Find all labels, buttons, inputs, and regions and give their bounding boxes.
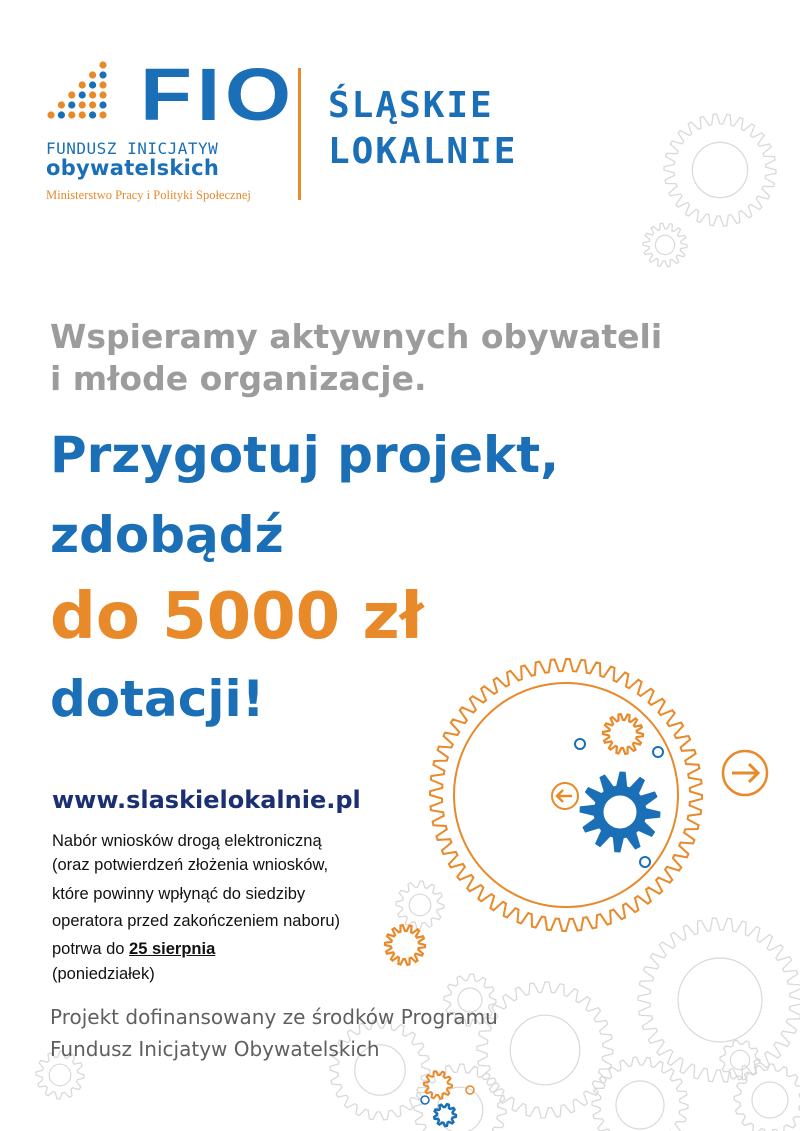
info-line5 bbox=[52, 941, 215, 958]
fio-logo-wordmark: FIO bbox=[140, 53, 296, 136]
headline-line4: dotacji! bbox=[50, 670, 265, 728]
gear-illustration-icon bbox=[400, 640, 780, 940]
info-line6: (poniedziałek) bbox=[52, 965, 155, 983]
headline-line2: zdobądź bbox=[50, 506, 284, 564]
headline-amount: do 5000 zł bbox=[50, 580, 424, 654]
info-line3: które powinny wpłynąć do siedziby bbox=[52, 885, 306, 903]
logo-divider bbox=[298, 68, 301, 200]
tagline-line2: i młode organizacje. bbox=[50, 359, 427, 398]
tagline-line1: Wspieramy aktywnych obywateli bbox=[50, 317, 663, 356]
footer-line1: Projekt dofinansowany ze środków Programu bbox=[50, 1005, 498, 1029]
website-link[interactable]: www.slaskielokalnie.pl bbox=[52, 786, 361, 814]
headline-line1: Przygotuj projekt, bbox=[50, 426, 560, 484]
fio-logo-subtitle-line2: obywatelskich bbox=[46, 156, 220, 180]
footer-line2: Fundusz Inicjatyw Obywatelskich bbox=[50, 1037, 380, 1061]
info-line2: (oraz potwierdzeń złożenia wniosków, bbox=[52, 856, 329, 874]
info-line1: Nabór wniosków drogą elektroniczną bbox=[52, 832, 322, 850]
info-line5-prefix: potrwa do bbox=[52, 940, 130, 958]
fio-dots-logo-icon bbox=[46, 60, 108, 120]
program-name-line2: LOKALNIE bbox=[328, 131, 518, 172]
ministry-caption: Ministerstwo Pracy i Polityki Społecznej bbox=[46, 188, 251, 202]
info-line4: operatora przed zakończeniem naboru) bbox=[52, 912, 341, 930]
fio-logo-subtitle-line1: FUNDUSZ INICJATYW bbox=[46, 139, 219, 158]
program-name-line1: ŚLĄSKIE bbox=[328, 85, 494, 126]
deadline-date: 25 sierpnia bbox=[129, 940, 216, 958]
